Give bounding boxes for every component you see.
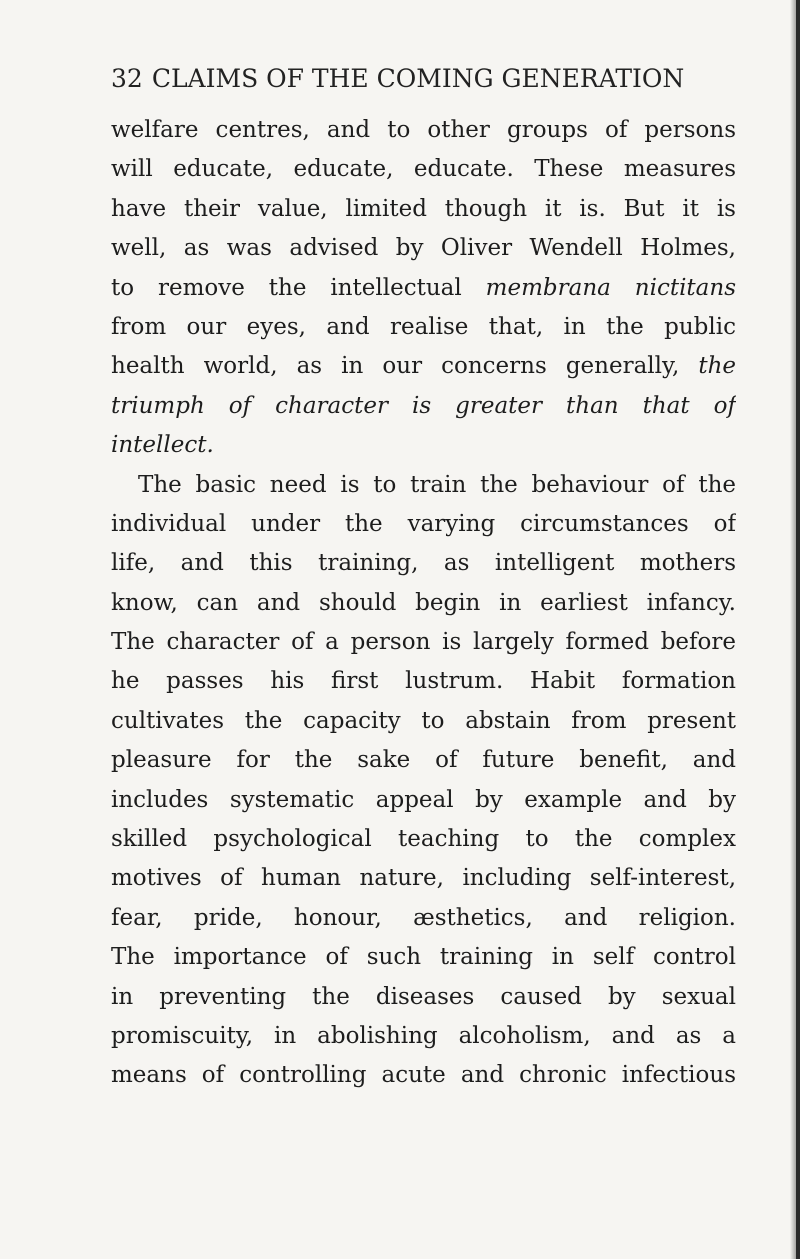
text-line: in preventing the diseases caused by sexual [111, 983, 736, 1010]
text-line: fear, pride, honour, æsthetics, and religion. [111, 904, 736, 931]
text-run: health world, as in our concerns generally, [111, 353, 699, 380]
text-line: from our eyes, and realise that, in the public [111, 313, 736, 340]
text-line: have their value, limited though it is. But it is [111, 195, 736, 222]
text-line: cultivates the capacity to abstain from present [111, 707, 736, 734]
page-edge [796, 0, 800, 1259]
paragraph-first-line: The basic need is to train the behaviour of the [138, 471, 736, 498]
text-line: promiscuity, in abolishing alcoholism, and as a [111, 1022, 736, 1049]
text-line [111, 347, 736, 386]
text-line: he passes his first lustrum. Habit formation [111, 668, 736, 695]
body-text [111, 111, 736, 1096]
text-line: life, and this training, as intelligent mothers [111, 550, 736, 577]
text-line: The importance of such training in self control [111, 944, 736, 971]
text-line: individual under the varying circumstances of [111, 510, 736, 537]
text-line: skilled psychological teaching to the complex [111, 826, 736, 853]
text-line: pleasure for the sake of future benefit, and [111, 747, 736, 774]
running-header [111, 64, 691, 93]
text-line: welfare centres, and to other groups of persons [111, 117, 736, 143]
text-line [111, 269, 736, 308]
text-line: know, can and should begin in earliest infancy. [111, 589, 736, 616]
italic-phrase: the [698, 353, 736, 380]
running-title: CLAIMS OF THE COMING GENERATION [151, 64, 685, 93]
page-number: 32 [111, 64, 143, 93]
text-line: will educate, educate, educate. These measures [111, 156, 736, 183]
text-line: triumph of character is greater than that of [111, 392, 736, 419]
italic-phrase: membrana nictitans [485, 274, 736, 301]
text-run: to remove the intellectual [111, 274, 486, 301]
text-line: well, as was advised by Oliver Wendell Holmes, [111, 235, 736, 262]
text-line: means of controlling acute and chronic infectious [111, 1062, 736, 1089]
text-line: The character of a person is largely formed before [111, 629, 736, 656]
text-line: intellect. [111, 432, 214, 459]
text-line: motives of human nature, including self-interest, [111, 865, 736, 892]
text-line: includes systematic appeal by example and by [111, 786, 736, 813]
